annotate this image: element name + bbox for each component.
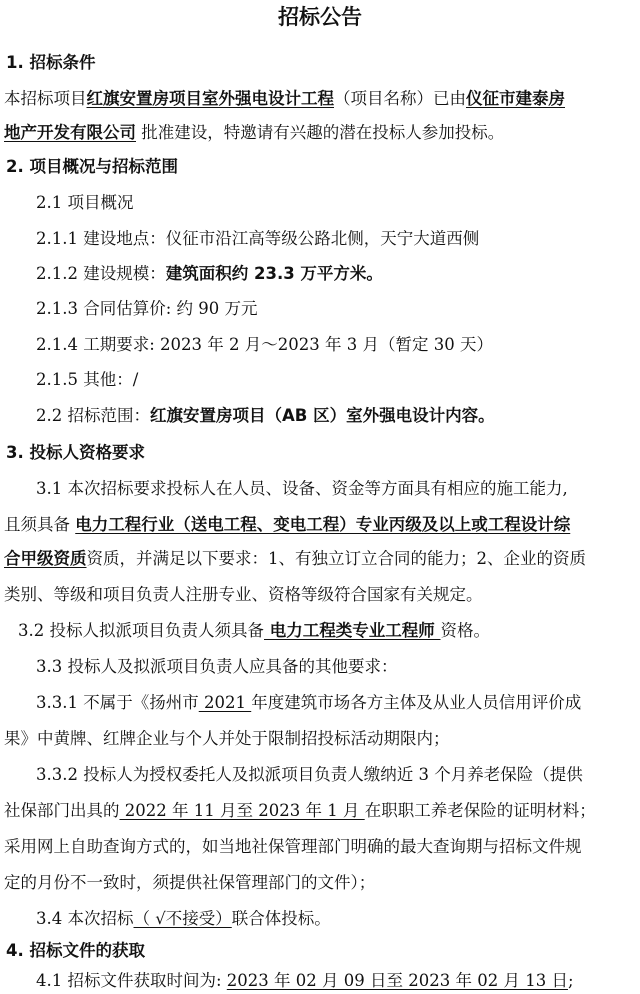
clause-3-1-line-2: [4, 512, 640, 538]
section-2-heading: 2. 项目概况与招标范围: [6, 157, 178, 176]
clause-2-1-1: 2.1.1 建设地点：仪征市沿江高等级公路北侧，天宁大道西侧: [36, 229, 480, 248]
clause-3-1-line-4: 类别、等级和项目负责人注册专业、资格等级符合国家有关规定。: [4, 585, 483, 604]
page-title: 招标公告: [278, 5, 362, 29]
text: 4.1 招标文件获取时间为:: [36, 971, 227, 990]
text: 年度建筑市场各方主体及从业人员信用评价成: [251, 693, 582, 712]
owner-name-part-2: 地产开发有限公司: [4, 123, 136, 142]
text: 2.2 招标范围：: [36, 406, 150, 425]
text: 社保部门出具的: [4, 801, 120, 820]
section-4-heading: 4. 招标文件的获取: [6, 941, 145, 960]
text: ;: [567, 971, 574, 990]
clause-3-2: [18, 618, 640, 644]
clause-3-3-2-line-1: 3.3.2 投标人为授权委托人及拟派项目负责人缴纳近 3 个月养老保险（提供: [36, 765, 583, 784]
text: （项目名称）已由: [334, 89, 466, 108]
bid-scope: 红旗安置房项目（AB 区）室外强电设计内容。: [150, 406, 495, 425]
clause-3-1-line-3: [4, 546, 640, 572]
build-scale: 建筑面积约 23.3 万平方米。: [165, 264, 383, 283]
text: 资格。: [440, 621, 490, 640]
text: 2.1.2 建设规模：: [36, 264, 166, 283]
evaluation-year: 2021: [198, 693, 252, 712]
qualification-requirement: 电力工程行业（送电工程、变电工程）专业丙级及以上或工程设计综: [75, 515, 571, 534]
project-name: 红旗安置房项目室外强电设计工程: [86, 89, 334, 108]
clause-2-1-5: 2.1.5 其他：/: [36, 370, 139, 389]
clause-4-1: [36, 968, 640, 994]
section-3-heading: 3. 投标人资格要求: [6, 443, 145, 462]
clause-2-1-4: 2.1.4 工期要求: 2023 年 2 月～2023 年 3 月（暂定 30 天）: [36, 335, 493, 354]
text: 批准建设，特邀请有兴趣的潜在投标人参加投标。: [141, 123, 505, 142]
clause-2-2: [36, 403, 640, 429]
qualification-requirement-end: 合甲级资质: [4, 549, 87, 568]
clause-3-3: 3.3 投标人及拟派项目负责人应具备的其他要求：: [36, 657, 398, 676]
clause-3-3-1-line-1: [36, 690, 640, 716]
section-1-line-2: [4, 120, 640, 146]
text: 在职职工养老保险的证明材料；: [364, 801, 596, 820]
clause-2-1: 2.1 项目概况: [36, 193, 134, 212]
clause-3-3-2-line-2: [4, 798, 640, 824]
text: 资质，并满足以下要求：1、有独立订立合同的能力；2、企业的资质: [86, 549, 586, 568]
text: 本招标项目: [4, 89, 87, 108]
owner-name-part-1: 仪征市建泰房: [466, 89, 565, 108]
clause-2-1-2: [36, 261, 640, 287]
document-obtain-period: 2023 年 02 月 09 日至 2023 年 02 月 13 日: [226, 971, 568, 990]
section-1-line-1: [4, 86, 640, 112]
manager-qualification: 电力工程类专业工程师: [264, 621, 441, 640]
text: 3.4 本次招标: [36, 909, 134, 928]
clause-2-1-3: 2.1.3 合同估算价: 约 90 万元: [36, 299, 258, 318]
section-1-heading: 1. 招标条件: [6, 53, 96, 72]
clause-3-3-2-line-3: 采用网上自助查询方式的，如当地社保管理部门明确的最大查询期与招标文件规: [4, 837, 582, 856]
text: 3.3.1 不属于《扬州市: [36, 693, 199, 712]
text: 且须具备: [4, 515, 76, 534]
clause-3-3-1-line-2: 果》中黄牌、红牌企业与个人并处于限制招投标活动期限内；: [4, 729, 450, 748]
clause-3-1-line-1: 3.1 本次招标要求投标人在人员、设备、资金等方面具有相应的施工能力,: [36, 479, 568, 498]
text: 3.2 投标人拟派项目负责人须具备: [18, 621, 264, 640]
clause-3-4: [36, 906, 640, 932]
clause-3-3-2-line-4: 定的月份不一致时，须提供社保管理部门的文件）；: [4, 873, 376, 892]
text: 联合体投标。: [231, 909, 331, 928]
insurance-period: 2022 年 11 月至 2023 年 1 月: [119, 801, 365, 820]
consortium-option: （ √不接受）: [133, 909, 232, 928]
